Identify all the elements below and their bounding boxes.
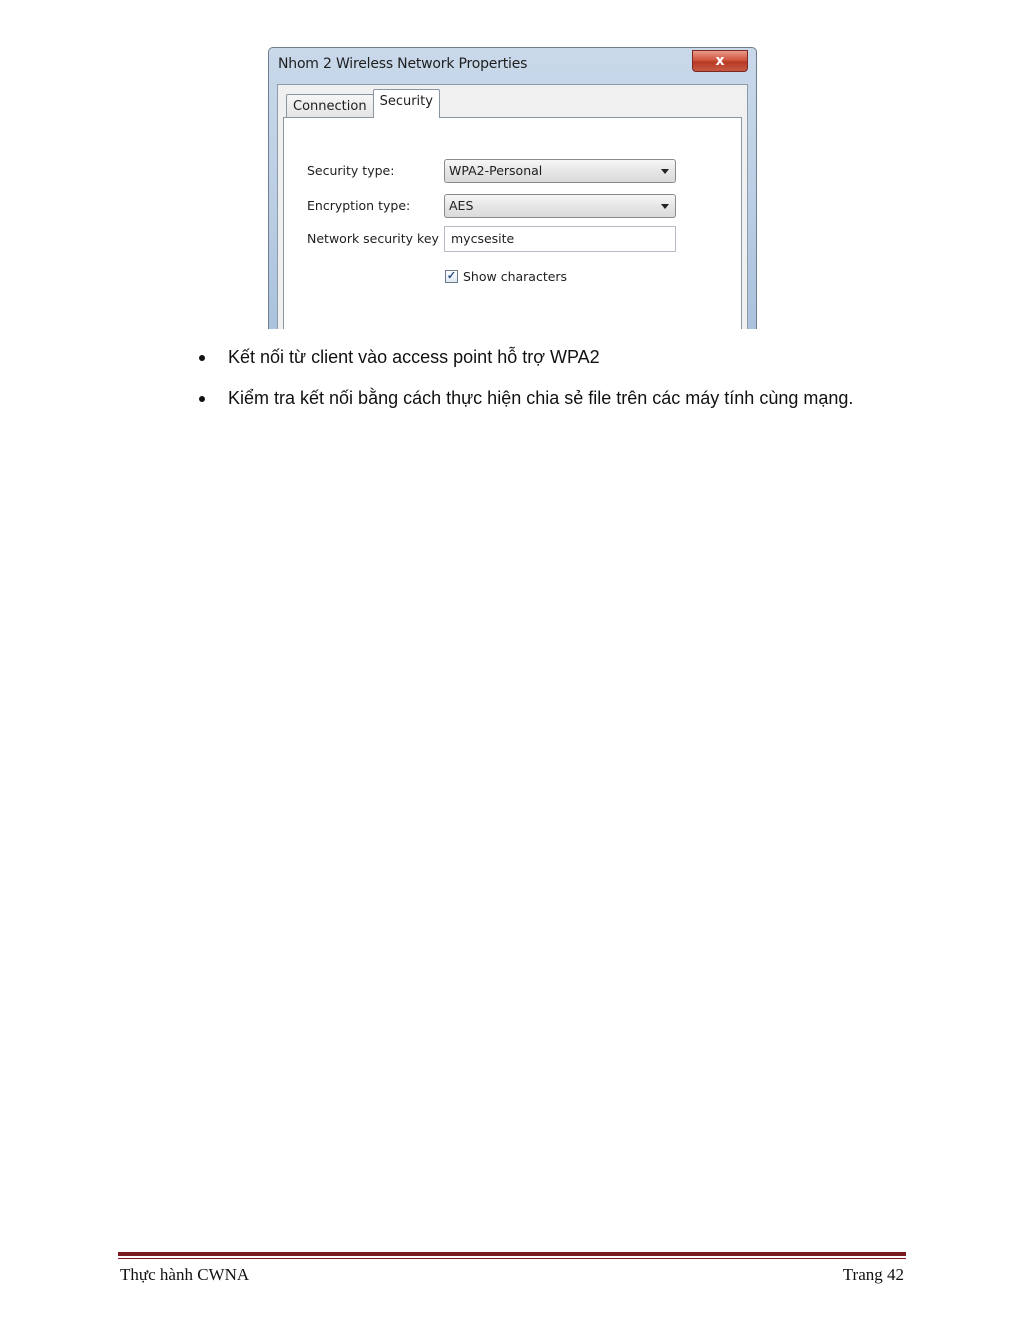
- security-type-select[interactable]: [444, 159, 676, 183]
- bullet-dot: [199, 396, 205, 402]
- encryption-type-select[interactable]: [444, 194, 676, 218]
- page-number: Trang 42: [842, 1265, 904, 1284]
- security-type-label: Security type:: [307, 163, 395, 178]
- dialog-body: [277, 84, 748, 329]
- show-characters-checkbox[interactable]: ✓: [446, 270, 457, 282]
- close-button[interactable]: x: [692, 50, 748, 72]
- chevron-down-icon: [661, 169, 669, 174]
- footer-title: Thực hành CWNA: [120, 1265, 250, 1284]
- tab-security[interactable]: Security: [373, 89, 440, 118]
- network-key-input[interactable]: mycsesite: [444, 226, 676, 252]
- security-tab-panel: [283, 117, 742, 329]
- network-key-label: Network security key: [307, 231, 439, 246]
- bullet-dot: [199, 355, 205, 361]
- footer-rule-thin: [118, 1258, 906, 1259]
- footer-rule-thick: [118, 1252, 906, 1256]
- bullet-item-2: Kiểm tra kết nối bằng cách thực hiện chia sẻ file trên các máy tính cùng mạng.: [228, 388, 854, 408]
- dialog-title: Nhom 2 Wireless Network Properties: [278, 56, 528, 72]
- encryption-type-label: Encryption type:: [307, 198, 411, 213]
- tab-bar: [286, 92, 439, 118]
- security-type-value: WPA2-Personal: [449, 163, 543, 178]
- tab-connection[interactable]: Connection: [286, 94, 374, 118]
- encryption-type-value: AES: [449, 198, 474, 213]
- show-characters-label: Show characters: [463, 269, 568, 284]
- properties-dialog: [268, 47, 757, 329]
- chevron-down-icon: [661, 204, 669, 209]
- bullet-item-1: Kết nối từ client vào access point hỗ trợ WPA2: [228, 347, 600, 367]
